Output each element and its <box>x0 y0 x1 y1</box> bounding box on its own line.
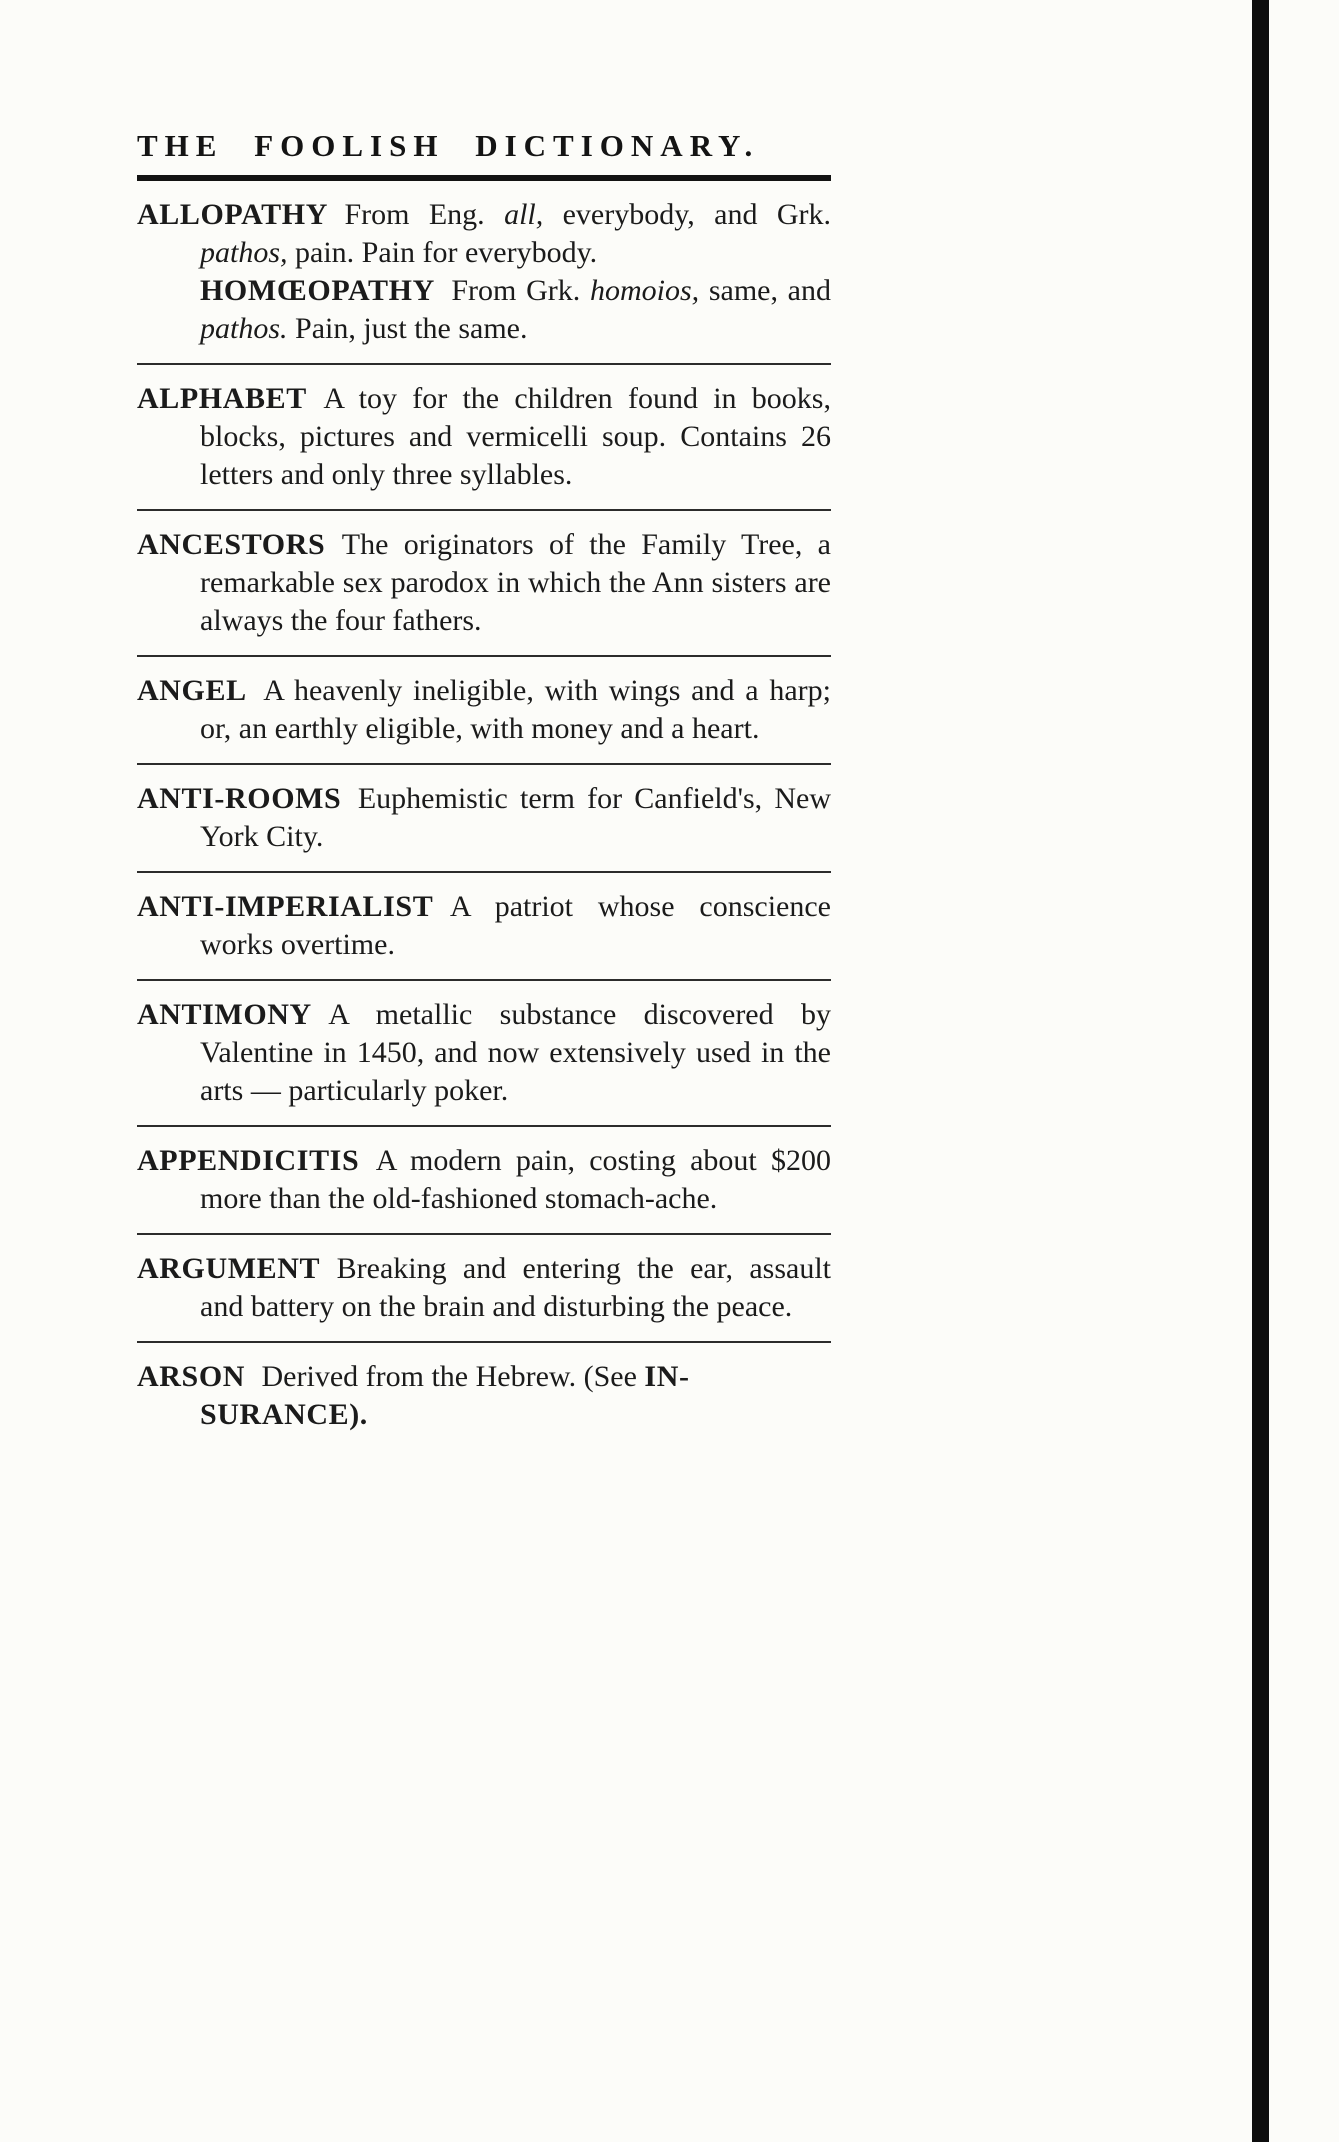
entry-text: pain. Pain for everybody. <box>287 236 598 269</box>
entry-text: A modern pain, costing about $200 more than the old-fashioned stomach-ache. <box>200 1144 831 1215</box>
entry-separator-rule <box>137 1341 831 1343</box>
entry-headword: APPENDICITIS <box>137 1144 360 1177</box>
entry-text: IN- <box>644 1360 690 1393</box>
entry-separator-rule <box>137 763 831 765</box>
entry-text: Pain, just the same. <box>287 312 528 345</box>
entry-headword: ALPHABET <box>137 382 307 415</box>
entry-headword: ARSON <box>137 1360 246 1393</box>
dictionary-entry <box>137 1250 831 1326</box>
page-title: THE FOOLISH DICTIONARY. <box>137 128 760 163</box>
entry-separator-rule <box>137 871 831 873</box>
entry-text: A patriot whose conscience works overtime. <box>200 890 831 961</box>
dictionary-entry <box>137 526 831 640</box>
page-content <box>137 128 831 1449</box>
entry-headword: ANTIMONY <box>137 998 312 1031</box>
dictionary-entry <box>137 196 831 348</box>
entry-separator-rule <box>137 1233 831 1235</box>
entry-headword: ANGEL <box>137 674 247 707</box>
entry-text: Euphemistic term for Canfield's, New York City. <box>200 782 831 853</box>
entry-headword: HOMŒOPATHY <box>200 274 435 307</box>
dictionary-entry <box>137 888 831 964</box>
entry-separator-rule <box>137 509 831 511</box>
entry-text: all, <box>504 198 544 231</box>
dictionary-entry <box>137 1358 831 1434</box>
entry-text: Derived from the Hebrew. (See <box>261 1360 645 1393</box>
entry-text: From Grk. <box>451 274 590 307</box>
entry-separator-rule <box>137 363 831 365</box>
dictionary-entry <box>137 380 831 494</box>
entry-separator-rule <box>137 655 831 657</box>
entry-text: homoios, <box>589 274 700 307</box>
entry-headword: ARGUMENT <box>137 1252 321 1285</box>
entry-text: same, and <box>699 274 831 307</box>
title-underline-rule <box>137 175 831 181</box>
entry-text: pathos, <box>200 236 288 269</box>
entry-text: pathos. <box>200 312 288 345</box>
dictionary-entry <box>137 672 831 748</box>
entry-text: From Eng. <box>344 198 505 231</box>
dictionary-entry <box>137 1142 831 1218</box>
entry-text: SURANCE). <box>200 1398 368 1431</box>
entry-headword: ANTI-IMPERIALIST <box>137 890 434 923</box>
entry-headword: ANCESTORS <box>137 528 326 561</box>
entry-headword: ANTI-ROOMS <box>137 782 342 815</box>
dictionary-entry <box>137 996 831 1110</box>
entry-text: Breaking and entering the ear, assault and battery on the brain and disturbing the peace. <box>200 1252 831 1323</box>
entry-text: A heavenly ineligible, with wings and a harp; or, an earthly eligible, with money and a heart. <box>200 674 831 745</box>
entries-list <box>137 196 831 1434</box>
entry-text: A metallic substance discovered by Valentine in 1450, and now extensively used in the arts — particularly poker. <box>200 998 831 1107</box>
entry-text: The originators of the Family Tree, a remarkable sex parodox in which the Ann sisters are always the four fathers. <box>200 528 831 637</box>
dictionary-entry <box>137 780 831 856</box>
entry-text: everybody, and Grk. <box>543 198 831 231</box>
entry-separator-rule <box>137 979 831 981</box>
entry-separator-rule <box>137 1125 831 1127</box>
scan-binding-bar <box>1252 0 1269 2142</box>
entry-text: A toy for the children found in books, blocks, pictures and vermicelli soup. Contains 26 letters and only three syllables. <box>200 382 831 491</box>
entry-headword: ALLOPATHY <box>137 198 328 231</box>
